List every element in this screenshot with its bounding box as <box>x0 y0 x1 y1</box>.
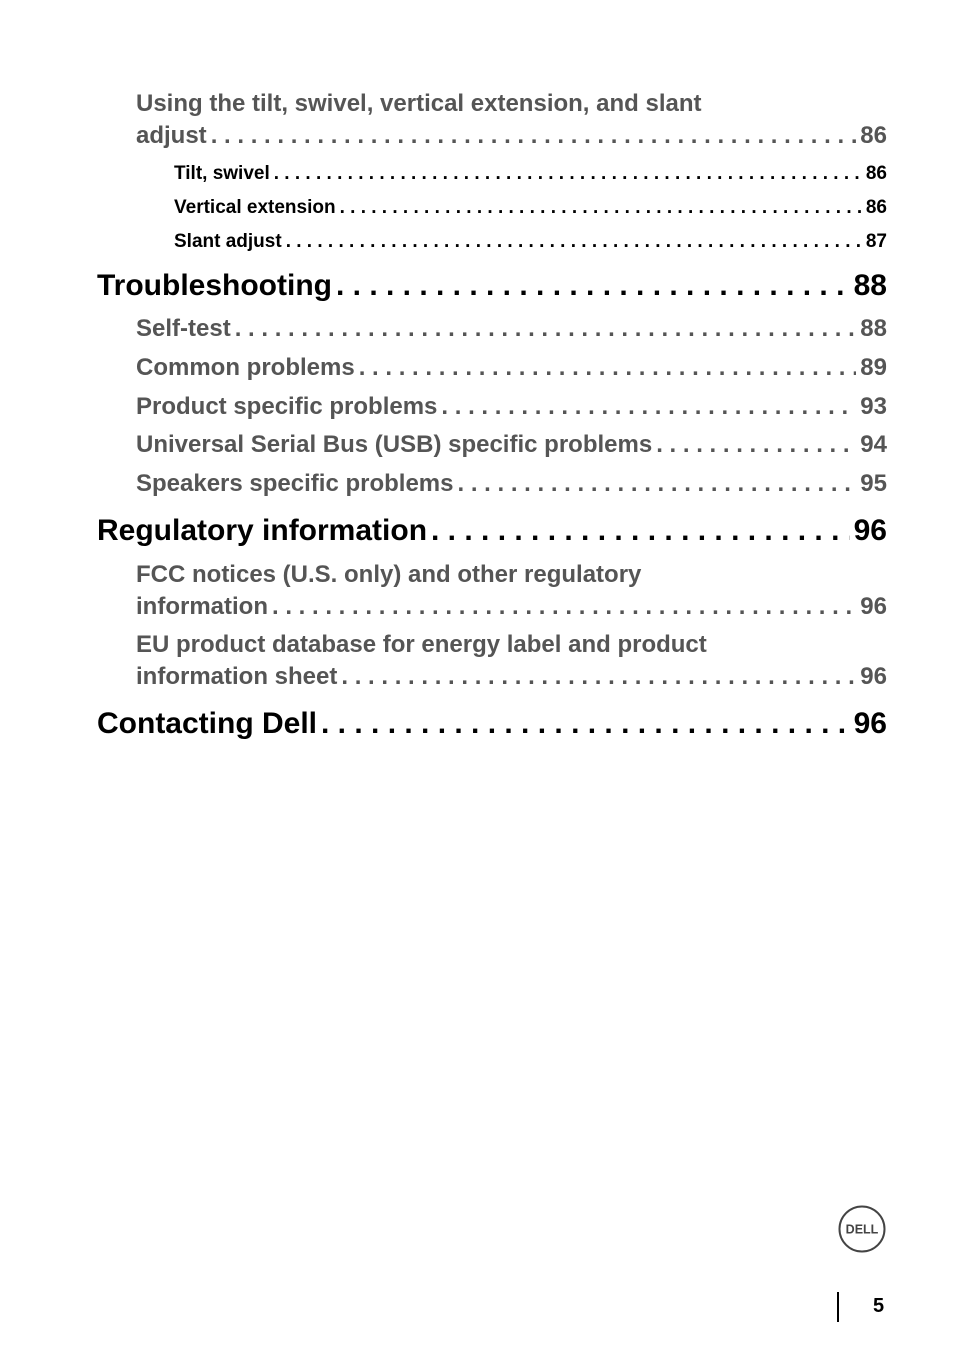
toc-entry-title: Tilt, swivel <box>174 163 270 184</box>
dot-leader <box>211 124 857 148</box>
toc-entry-page: 96 <box>853 514 887 547</box>
toc-entry-vertical-extension[interactable] <box>174 198 887 217</box>
toc-entry-eu-database[interactable] <box>136 665 887 689</box>
toc-entry-title: Vertical extension <box>174 197 336 218</box>
toc-entry-page: 95 <box>860 470 887 497</box>
dot-leader <box>286 232 862 251</box>
dot-leader <box>359 356 857 380</box>
toc-entry-troubleshooting[interactable] <box>97 271 887 301</box>
toc-entry-eu-database-line1: EU product database for energy label and product <box>136 631 707 658</box>
dot-leader <box>457 472 856 496</box>
toc-entry-page: 86 <box>865 197 887 218</box>
toc-entry-contacting-dell[interactable] <box>97 709 887 739</box>
toc-entry-common-problems[interactable] <box>136 356 887 380</box>
toc-entry-page: 86 <box>860 122 887 149</box>
toc-entry-title: information sheet <box>136 663 338 690</box>
toc-entry-title: Regulatory information <box>97 514 428 547</box>
toc-entry-tilt-swivel[interactable] <box>174 164 887 183</box>
toc-entry-page: 87 <box>865 231 887 252</box>
toc-entry-product-specific-problems[interactable] <box>136 395 887 419</box>
toc-entry-page: 88 <box>860 315 887 342</box>
toc-entry-tilt-swivel-group[interactable] <box>136 124 887 148</box>
toc-entry-tilt-swivel-group-line1: Using the tilt, swivel, vertical extension, and slant <box>136 90 702 117</box>
toc-entry-title: Speakers specific problems <box>136 470 454 497</box>
toc-entry-title: Contacting Dell <box>97 707 318 740</box>
dot-leader <box>341 665 856 689</box>
toc-entry-fcc-notices-line1: FCC notices (U.S. only) and other regulatory <box>136 561 642 588</box>
footer-divider <box>837 1292 839 1322</box>
dot-leader <box>272 595 856 619</box>
page-number: 5 <box>873 1295 885 1317</box>
toc-entry-usb-specific-problems[interactable] <box>136 433 887 457</box>
dot-leader <box>441 395 856 419</box>
toc-entry-title: Slant adjust <box>174 231 282 252</box>
dot-leader <box>340 198 862 217</box>
toc-entry-fcc-notices[interactable] <box>136 595 887 619</box>
toc-entry-title: information <box>136 593 268 620</box>
toc-entry-page: 86 <box>865 163 887 184</box>
dot-leader <box>431 516 850 546</box>
dot-leader <box>336 271 850 301</box>
toc-entry-title: Troubleshooting <box>97 269 332 302</box>
toc-entry-page: 88 <box>853 269 887 302</box>
toc-entry-self-test[interactable] <box>136 317 887 341</box>
toc-entry-page: 96 <box>853 707 887 740</box>
dot-leader <box>235 317 857 341</box>
toc-entry-slant-adjust[interactable] <box>174 232 887 251</box>
toc-entry-title: Common problems <box>136 354 355 381</box>
toc-entry-regulatory-information[interactable] <box>97 516 887 546</box>
dell-logo <box>838 1205 886 1253</box>
toc-entry-title: Self-test <box>136 315 231 342</box>
dot-leader <box>274 164 862 183</box>
toc-entry-page: 96 <box>860 593 887 620</box>
toc-entry-title: Universal Serial Bus (USB) specific problems <box>136 431 653 458</box>
toc-entry-page: 93 <box>860 393 887 420</box>
dell-logo-text: DELL <box>845 1222 879 1237</box>
toc-entry-page: 96 <box>860 663 887 690</box>
dot-leader <box>656 433 856 457</box>
dot-leader <box>321 709 850 739</box>
toc-entry-speakers-specific-problems[interactable] <box>136 472 887 496</box>
toc-entry-title: adjust <box>136 122 207 149</box>
toc-entry-page: 89 <box>860 354 887 381</box>
toc-entry-title: Product specific problems <box>136 393 438 420</box>
toc-entry-page: 94 <box>860 431 887 458</box>
